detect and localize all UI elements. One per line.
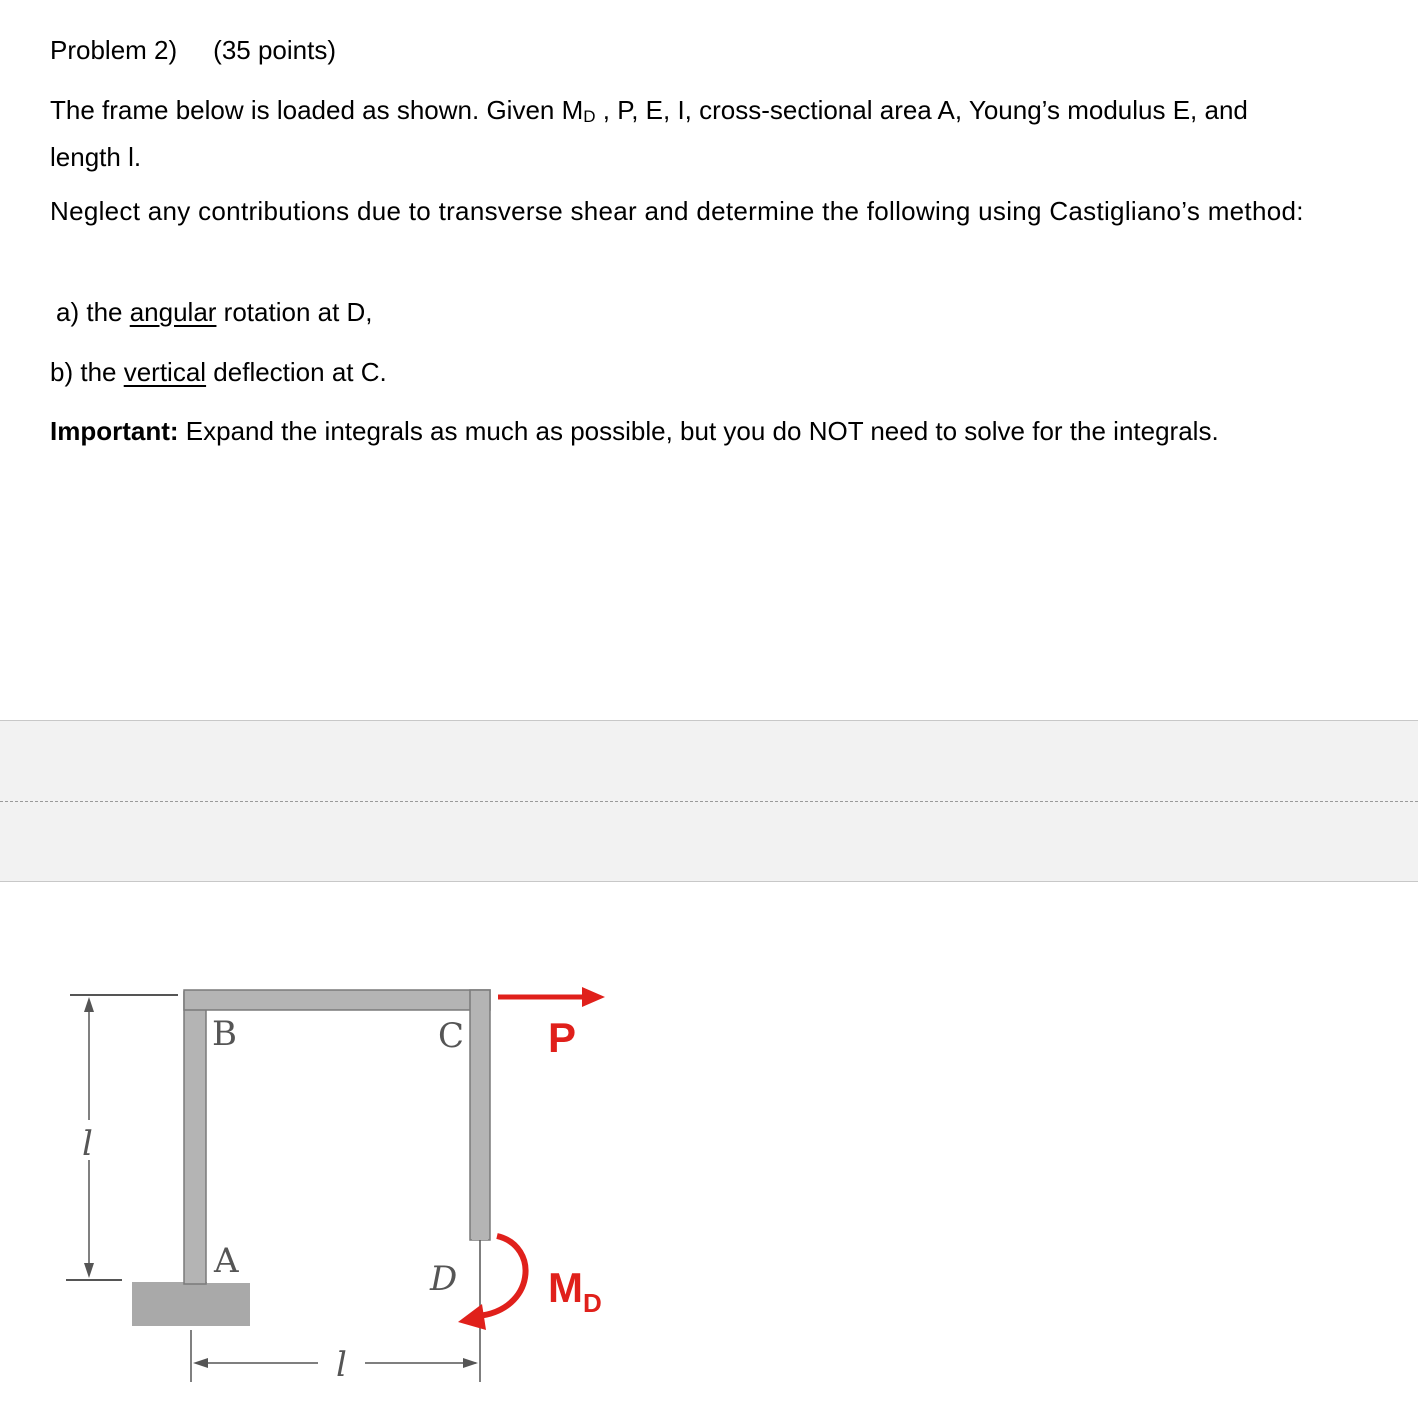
member-ab <box>184 992 206 1284</box>
moment-md-arc <box>478 1236 526 1316</box>
problem-points: (35 points) <box>213 35 336 65</box>
part-a-underlined: angular <box>129 297 217 327</box>
moment-md-arrowhead <box>458 1304 486 1330</box>
fixed-support <box>132 1282 250 1326</box>
neglect-line1: Neglect any contributions due to transverse shear and determine the following using Castigliano’s <box>50 196 1201 226</box>
neglect-line2: method: <box>1207 196 1304 226</box>
moment-md-subscript: D <box>583 1288 602 1318</box>
intro-md-subscript: D <box>583 107 596 126</box>
frame-diagram <box>0 940 720 1412</box>
load-p-label: P <box>548 1014 577 1061</box>
intro-line2: length l. <box>50 142 142 172</box>
dim-arrow-up <box>84 997 94 1012</box>
member-cd <box>470 990 490 1240</box>
part-b-suffix: deflection at C. <box>206 357 387 387</box>
problem-title: Problem 2) <box>50 35 178 65</box>
moment-md-label <box>548 1264 602 1318</box>
part-a-prefix: a) the <box>56 297 130 327</box>
intro-line1-pre: The frame below is loaded as shown. Given M <box>50 95 584 125</box>
part-a-suffix: rotation at D, <box>216 297 373 327</box>
moment-md-letter: M <box>548 1264 583 1311</box>
dim-horizontal-label: l <box>336 1345 347 1385</box>
dim-arrow-down <box>84 1263 94 1278</box>
label-b: B <box>212 1014 237 1054</box>
frame-interior <box>207 1011 469 1283</box>
label-a: A <box>214 1241 239 1281</box>
member-cd-end <box>472 1235 488 1240</box>
member-bc <box>184 990 490 1010</box>
load-p-arrowhead <box>582 987 605 1007</box>
label-d: D <box>430 1259 458 1299</box>
intro-paragraph <box>50 90 1346 177</box>
dim-vertical-label: l <box>82 1124 93 1164</box>
label-c: C <box>438 1016 465 1056</box>
problem-header <box>50 30 1346 70</box>
dim-arrow-left <box>193 1358 208 1368</box>
part-b <box>50 352 1346 392</box>
page-break <box>0 720 1418 882</box>
part-b-underlined: vertical <box>123 357 207 387</box>
part-b-prefix: b) the <box>50 357 124 387</box>
important-label: Important: <box>50 416 179 446</box>
neglect-paragraph <box>50 191 1346 231</box>
frame-figure <box>0 940 720 1412</box>
page-break-dashed-line <box>0 801 1418 802</box>
important-text: Expand the integrals as much as possible, but you do NOT need to solve for the integrals. <box>178 416 1219 446</box>
part-a <box>56 292 1352 332</box>
intro-line1-post: , P, E, I, cross-sectional area A, Young’s modulus E, and <box>595 95 1248 125</box>
dim-arrow-right <box>463 1358 478 1368</box>
important-note <box>50 411 1346 451</box>
